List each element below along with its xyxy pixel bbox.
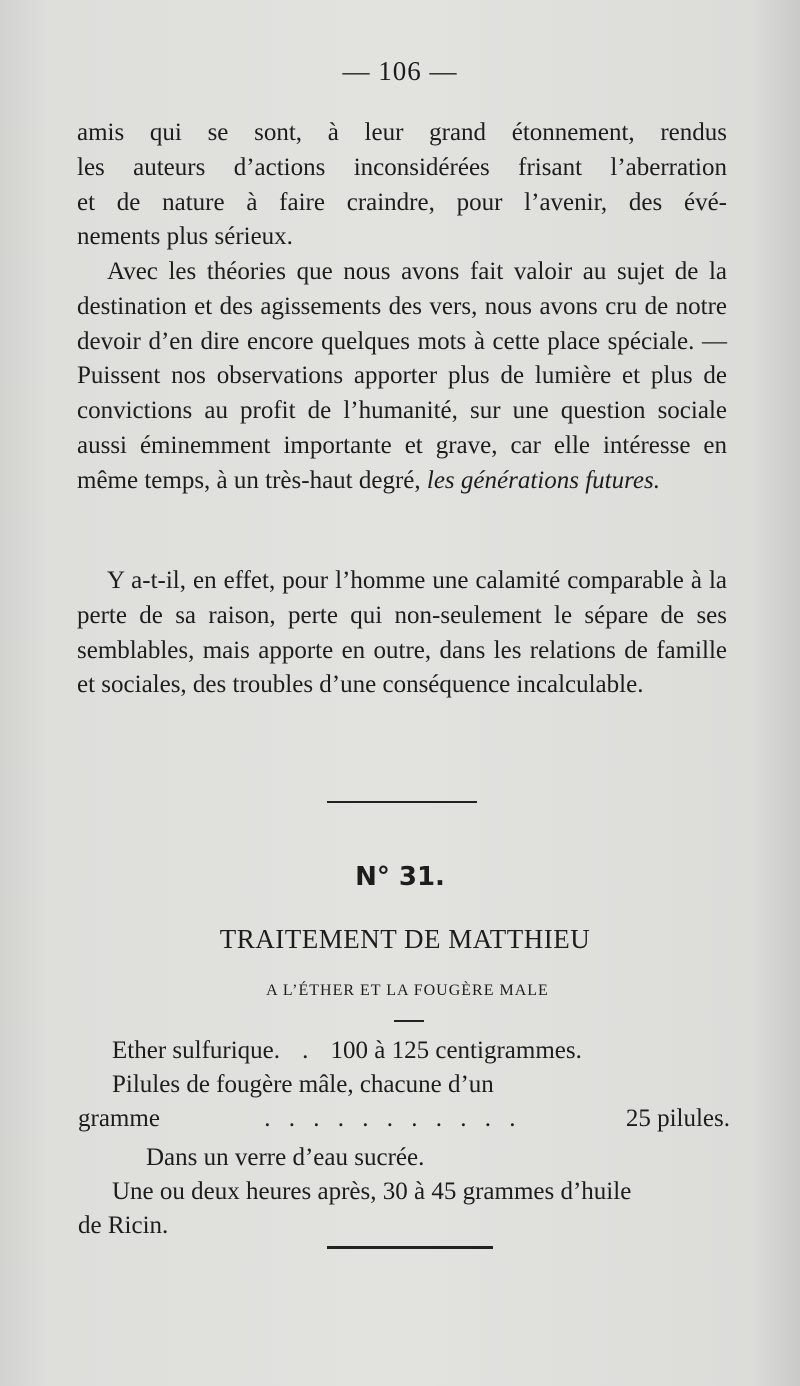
paragraph-text: Avec les théories que nous avons fait valoir au sujet de la destination et des agissements des vers, nous avons cru de notre devoir d’en dire encore quelques mots à cette place spéciale. — Puissent nos observations apporter plus de lumière et plus de convictions au profit de l’humanité, sur une question sociale aussi éminemment importante et grave, car elle intéresse en même temps, à un très-haut degré,	[77, 258, 727, 494]
title-divider	[394, 1020, 424, 1022]
leader-dot: .	[302, 1037, 309, 1064]
ingredient-quantity: 100 à 125 centigrammes.	[330, 1037, 582, 1064]
recipe-line-pills: Pilules de fougère mâle, chacune d’un	[112, 1071, 494, 1098]
recipe-line-ricin-end: de Ricin.	[78, 1212, 169, 1239]
page-number: — 106 —	[342, 56, 458, 86]
text-line: et de nature à faire craindre, pour l’avenir, des évé-	[77, 188, 727, 216]
section-number: N° 31.	[355, 862, 445, 892]
ingredient-quantity: 25 pilules.	[625, 1105, 730, 1132]
recipe-line-water: Dans un verre d’eau sucrée.	[146, 1144, 425, 1171]
leader-dots: . . . . . . . . . . .	[264, 1105, 522, 1132]
section-title: TRAITEMENT DE MATTHIEU	[219, 924, 591, 954]
ingredient-name: Ether sulfurique.	[112, 1037, 281, 1064]
recipe-line-ricin: Une ou deux heures après, 30 à 45 grammes d’huile	[112, 1178, 632, 1205]
paragraph-calamity	[77, 564, 727, 703]
end-divider	[327, 1246, 493, 1249]
italic-phrase: les générations futures.	[426, 466, 660, 494]
section-subtitle: A L’ÉTHER ET LA FOUGÈRE MALE	[266, 982, 549, 999]
paragraph-text: Y a-t-il, en effet, pour l’homme une calamité comparable à la perte de sa raison, perte qui non-seulement le sépare de ses semblables, mais apporte en outre, dans les relations de famille et sociales, des troubles d’une conséquence incalculable.	[77, 567, 727, 699]
text-line: nements plus sérieux.	[77, 223, 293, 251]
text-line: amis qui se sont, à leur grand étonnement, rendus	[77, 119, 727, 146]
recipe-line-ether	[112, 1034, 582, 1068]
paragraph-theories	[77, 255, 727, 499]
text-line: les auteurs d’actions inconsidérées frisant l’aberration	[77, 153, 727, 181]
paragraph-continuation	[77, 116, 727, 255]
section-divider	[327, 801, 477, 803]
ingredient-unit: gramme	[78, 1105, 160, 1132]
recipe-line-gramme	[78, 1102, 730, 1136]
